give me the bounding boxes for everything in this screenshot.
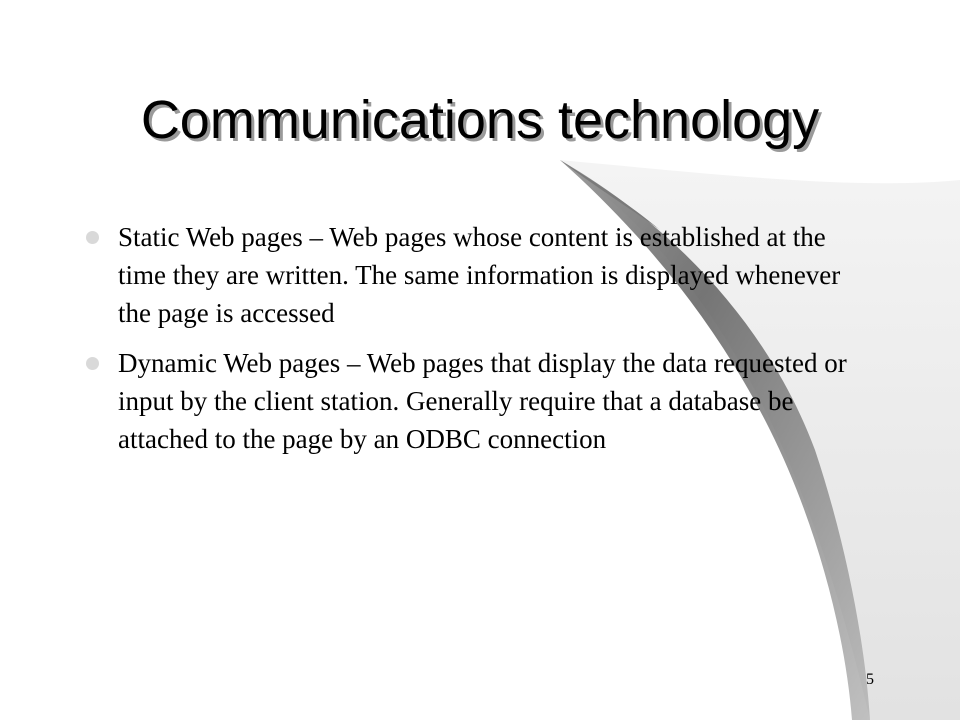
bullet-item-dynamic-web-pages — [84, 344, 874, 458]
bullet-list — [84, 218, 874, 470]
bullet-text: Dynamic Web pages – Web pages that display the data requested or input by the client station. Generally require that a database be attached to the page by an ODBC connection — [118, 348, 847, 454]
bullet-dot-icon — [86, 357, 99, 370]
page-number: 5 — [866, 671, 874, 688]
bullet-dot-icon — [86, 231, 99, 244]
bullet-text: Static Web pages – Web pages whose content is established at the time they are written. The same information is displayed whenever the page is accessed — [118, 222, 841, 328]
slide-title: Communications technology — [140, 90, 820, 150]
bullet-item-static-web-pages — [84, 218, 874, 332]
